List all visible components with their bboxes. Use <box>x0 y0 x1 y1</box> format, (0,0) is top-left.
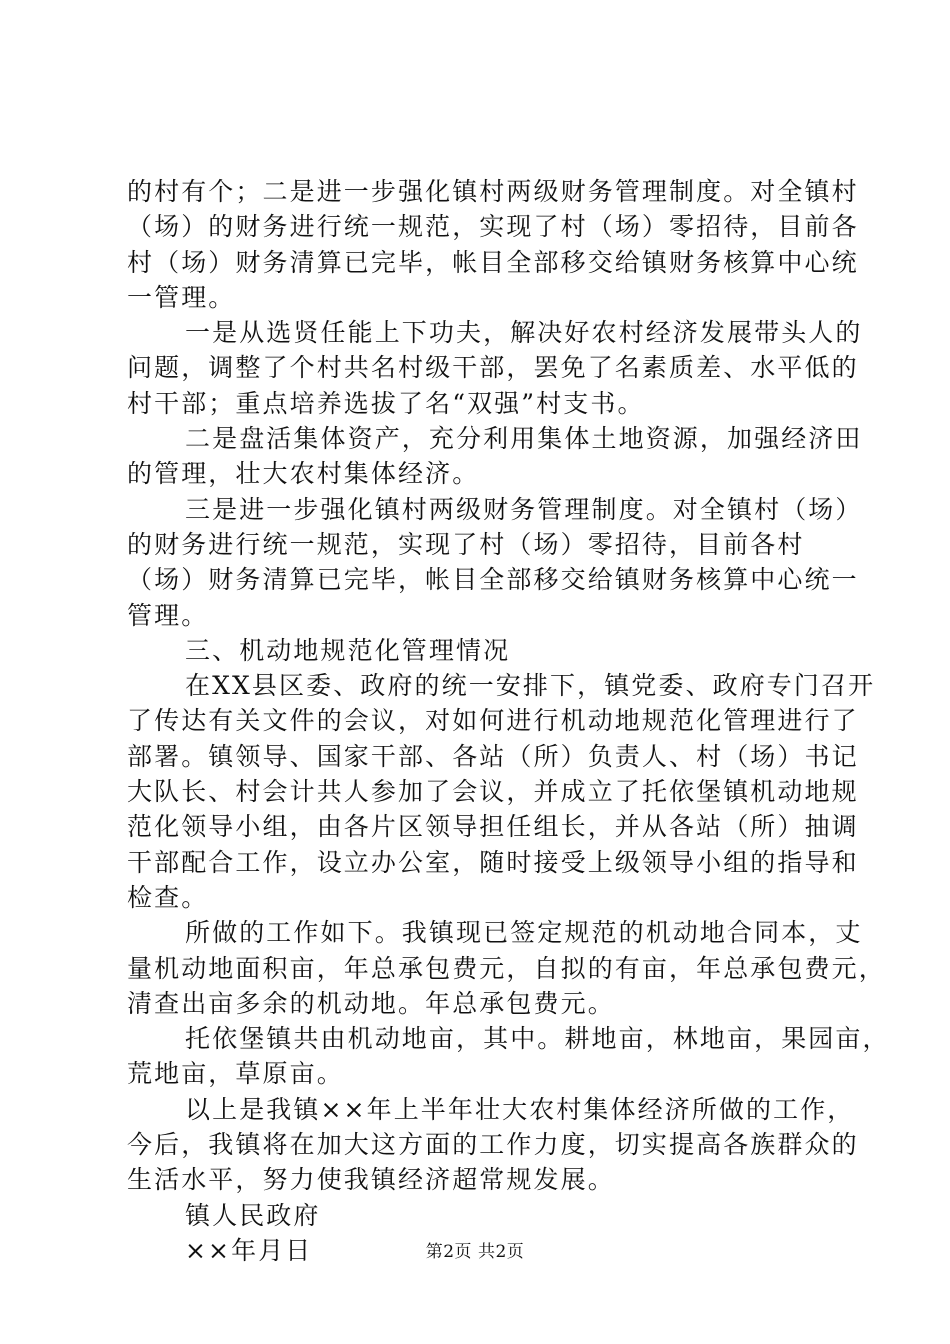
text-line: 生活水平，努力使我镇经济超常规发展。 <box>127 1165 615 1195</box>
text-line: （场）财务清算已完毕，帐目全部移交给镇财务核算中心统一 <box>127 565 859 595</box>
text-line: 干部配合工作，设立办公室，随时接受上级领导小组的指导和 <box>127 847 859 877</box>
text-line: 检查。 <box>127 882 209 912</box>
text-line: 托依堡镇共由机动地亩，其中。耕地亩，林地亩，果园亩， <box>185 1024 890 1054</box>
text-line: 的管理，壮大农村集体经济。 <box>127 459 480 489</box>
text-line: 清查出亩多余的机动地。年总承包费元。 <box>127 988 615 1018</box>
text-line: ××年月日 <box>185 1235 313 1265</box>
text-line: 今后，我镇将在加大这方面的工作力度，切实提高各族群众的 <box>127 1130 859 1160</box>
text-line: 在XX县区委、政府的统一安排下，镇党委、政府专门召开 <box>185 671 876 701</box>
text-line: 部署。镇领导、国家干部、各站（所）负责人、村（场）书记 <box>127 741 859 771</box>
text-line: 二是盘活集体资产，充分利用集体土地资源，加强经济田 <box>185 424 863 454</box>
text-line: 荒地亩，草原亩。 <box>127 1059 344 1089</box>
text-line: 大队长、村会计共人参加了会议，并成立了托依堡镇机动地规 <box>127 777 859 807</box>
text-line: 的村有个；二是进一步强化镇村两级财务管理制度。对全镇村 <box>127 177 859 206</box>
text-line: 问题，调整了个村共名村级干部，罢免了名素质差、水平低的 <box>127 353 859 383</box>
page-footer: 第2页 共2页 <box>425 1242 525 1262</box>
text-line: 的财务进行统一规范，实现了村（场）零招待，目前各村 <box>127 529 805 559</box>
text-line: 以上是我镇××年上半年壮大农村集体经济所做的工作， <box>185 1094 855 1124</box>
text-line: 一是从选贤任能上下功夫，解决好农村经济发展带头人的 <box>185 318 863 348</box>
text-line: 三是进一步强化镇村两级财务管理制度。对全镇村（场） <box>185 494 863 524</box>
text-line: 三、机动地规范化管理情况 <box>185 635 511 665</box>
text-line: 了传达有关文件的会议，对如何进行机动地规范化管理进行了 <box>127 706 859 736</box>
text-line: 镇人民政府 <box>185 1200 321 1230</box>
text-line: 村（场）财务清算已完毕，帐目全部移交给镇财务核算中心统 <box>127 247 859 277</box>
text-line: 范化领导小组，由各片区领导担任组长，并从各站（所）抽调 <box>127 812 859 842</box>
document-body <box>127 174 890 1268</box>
text-line: （场）的财务进行统一规范，实现了村（场）零招待，目前各 <box>127 212 859 242</box>
text-line: 一管理。 <box>127 282 236 312</box>
text-line: 村干部；重点培养选拔了名“双强”村支书。 <box>127 388 645 418</box>
text-line: 管理。 <box>127 600 209 630</box>
text-line: 所做的工作如下。我镇现已签定规范的机动地合同本，丈 <box>185 918 863 948</box>
text-line: 量机动地面积亩，年总承包费元，自拟的有亩，年总承包费元， <box>127 953 886 983</box>
